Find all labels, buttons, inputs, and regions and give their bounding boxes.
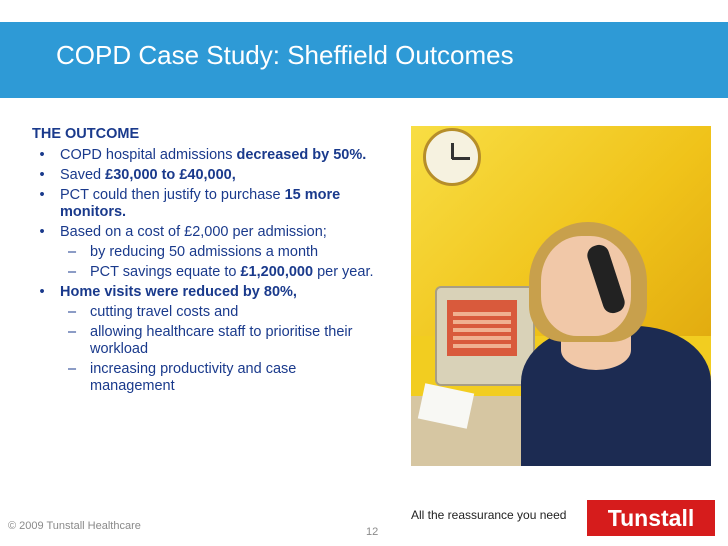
- bullet-bold-text: 15 more monitors.: [60, 187, 341, 220]
- slide-content: [32, 126, 382, 398]
- bullet-marker: •: [39, 224, 45, 240]
- bullet-text: COPD hospital admissions: [60, 147, 237, 163]
- dash-marker: –: [68, 264, 77, 280]
- sub-bullet-text: increasing productivity and case management: [90, 361, 297, 394]
- bullet-bold-text: decreased by 50%.: [236, 147, 367, 163]
- page-number: 12: [366, 526, 379, 538]
- slide-title: COPD Case Study: Sheffield Outcomes: [56, 40, 514, 70]
- sub-bullet-bold-text: £1,200,000: [240, 264, 314, 280]
- bullet-item: [32, 147, 382, 164]
- dash-marker: –: [68, 244, 77, 260]
- bullet-marker: •: [39, 147, 45, 163]
- bullet-item: [32, 284, 382, 301]
- dash-marker: –: [68, 304, 77, 320]
- bullet-text: Based on a cost of £2,000 per admission;: [60, 224, 327, 240]
- sub-bullet-item: [32, 244, 382, 261]
- sub-bullet-item: [32, 361, 382, 395]
- copyright-text: © 2009 Tunstall Healthcare: [8, 520, 141, 532]
- sub-bullet-item: [32, 324, 382, 358]
- dash-marker: –: [68, 361, 77, 377]
- bullet-text: Saved: [60, 167, 106, 183]
- dash-marker: –: [68, 324, 77, 340]
- sub-bullet-text: by reducing 50 admissions a month: [90, 244, 319, 260]
- outcome-heading: THE OUTCOME: [32, 126, 140, 142]
- tunstall-logo: Tunstall: [587, 500, 715, 536]
- nurse-photo: [411, 126, 711, 466]
- bullet-bold-text: £30,000 to £40,000,: [105, 167, 236, 183]
- sub-bullet-item: [32, 264, 382, 281]
- bullet-text: PCT could then justify to purchase: [60, 187, 285, 203]
- bullet-bold-text: Home visits were reduced by 80%,: [60, 284, 297, 300]
- bullet-item: [32, 187, 382, 221]
- sub-bullet-item: [32, 304, 382, 321]
- bullet-item: [32, 167, 382, 184]
- sub-bullet-text: allowing healthcare staff to prioritise their workload: [90, 324, 353, 357]
- bullet-item: [32, 224, 382, 241]
- tagline: All the reassurance you need: [411, 508, 567, 522]
- bullet-marker: •: [39, 187, 45, 203]
- footer-logo-area: [405, 496, 715, 540]
- monitor-icon: [435, 286, 535, 386]
- sub-bullet-text: PCT savings equate to: [90, 264, 241, 280]
- sub-bullet-text-after: per year.: [313, 264, 374, 280]
- bullet-marker: •: [39, 167, 45, 183]
- bullet-marker: •: [39, 284, 45, 300]
- clock-icon: [423, 128, 481, 186]
- sub-bullet-text: cutting travel costs and: [90, 304, 239, 320]
